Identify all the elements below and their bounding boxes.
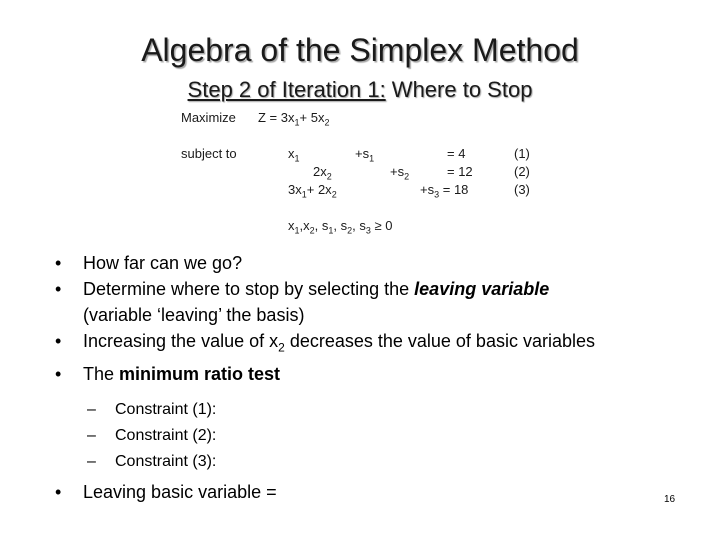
subtitle-underlined: Step 2 of Iteration 1:	[187, 77, 386, 102]
objective-function: $Z = 3x_1+ 5x_2$	[258, 110, 330, 128]
dash-icon: –	[87, 426, 96, 444]
dash-icon: –	[87, 400, 96, 418]
constraint-1-ratio: – Constraint (1):	[55, 397, 695, 423]
c1-number: (1)	[514, 146, 530, 161]
constraint-3-ratio: – Constraint (3):	[55, 449, 695, 475]
page-number: 16	[664, 494, 676, 505]
bullet-list	[55, 250, 695, 505]
bullet-dot-icon: •	[55, 253, 62, 273]
dash-icon: –	[87, 452, 96, 470]
subject-to-label: subject to	[181, 146, 237, 161]
constraint-2-ratio: – Constraint (2):	[55, 423, 695, 449]
bullet-leaving-basic: • Leaving basic variable =	[55, 479, 695, 505]
maximize-label: Maximize	[181, 110, 236, 125]
nonnegativity: $x_1,x_2$, $s_1$, $s_2$, $s_3 \ge 0$	[288, 218, 393, 236]
bullet-leaving-variable: • Determine where to stop by selecting the leaving variable (variable ‘leaving’ the basis)	[55, 276, 695, 328]
c3-slack-rhs: $+s_3 = 18$	[420, 182, 469, 200]
c3-vars: $3x_1+ 2x_2$	[288, 182, 337, 200]
bullet-dot-icon: •	[55, 363, 62, 384]
c1-slack: $+s_1$	[355, 146, 375, 164]
bullet-dot-icon: •	[55, 331, 62, 351]
bullet-dot-icon: •	[55, 481, 62, 502]
bullet-min-ratio: • The minimum ratio test	[55, 361, 695, 387]
c2-rhs: = 12	[447, 164, 473, 179]
bullet-increasing-x2: • Increasing the value of $x_2$ decreases the value of basic variables	[55, 328, 695, 361]
c2-var: $2x_2$	[313, 164, 332, 182]
c1-var: $x_1$	[288, 146, 300, 164]
bullet-how-far: • How far can we go?	[55, 250, 695, 276]
slide-title: Algebra of the Simplex Method	[141, 32, 579, 68]
subtitle-rest: Where to Stop	[385, 77, 533, 102]
c2-slack: $+s_2$	[390, 164, 410, 182]
c2-number: (2)	[514, 164, 530, 179]
c3-number: (3)	[514, 182, 530, 197]
bullet-dot-icon: •	[55, 279, 62, 299]
c1-rhs: = 4	[447, 146, 466, 161]
slide-subtitle	[0, 77, 720, 103]
